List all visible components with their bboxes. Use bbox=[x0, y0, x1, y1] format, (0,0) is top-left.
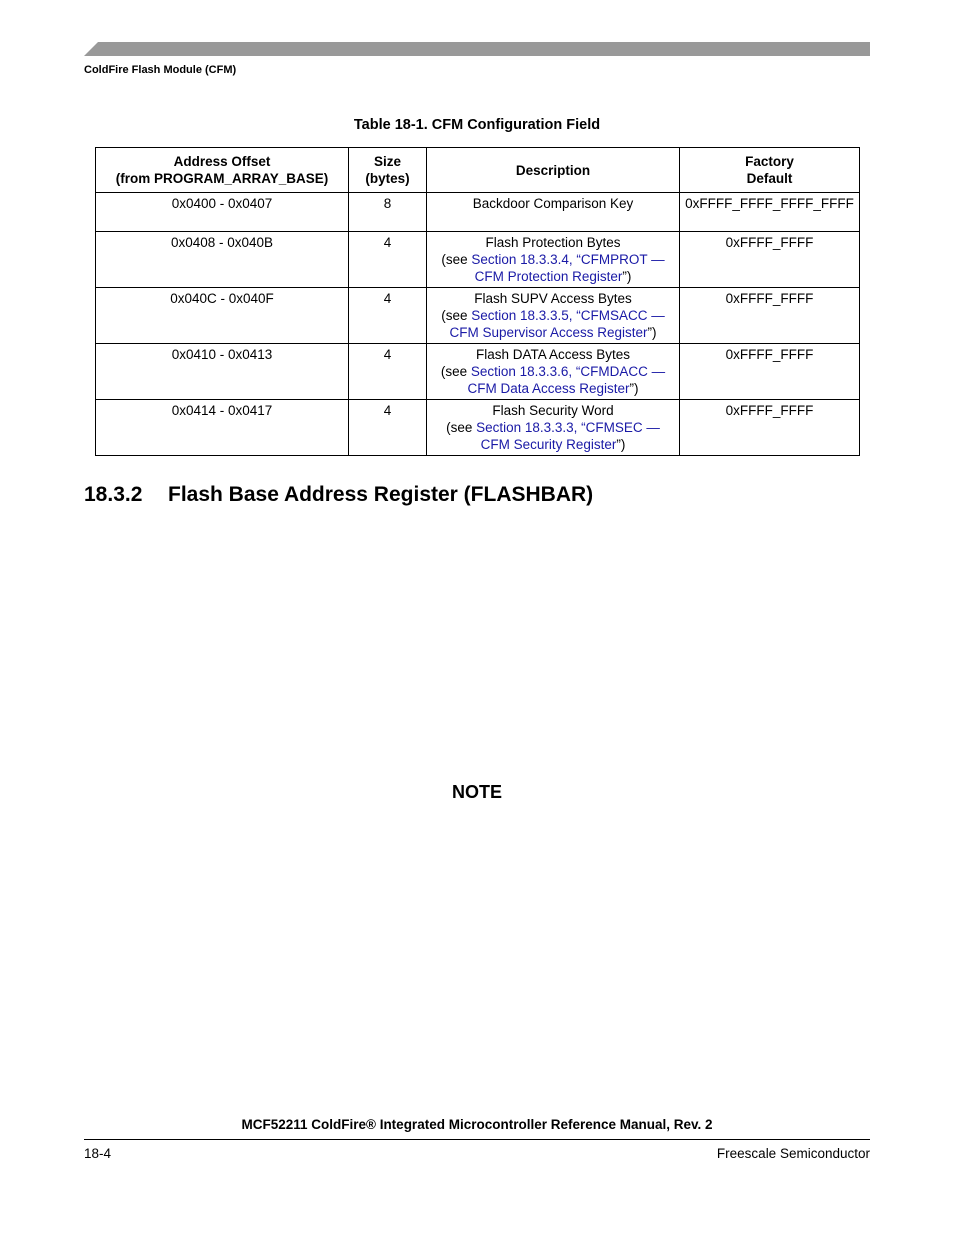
cfm-configuration-table bbox=[95, 147, 860, 456]
cell-size: 4 bbox=[349, 400, 427, 456]
table-header-row bbox=[96, 148, 860, 193]
section-link-cfmsacc[interactable]: Section 18.3.3.5, “CFMSACC — CFM Supervisor Access Register bbox=[449, 308, 665, 340]
cell-offset: 0x0410 - 0x0413 bbox=[96, 344, 349, 400]
section-link-cfmsec[interactable]: Section 18.3.3.3, “CFMSEC — CFM Security Register bbox=[476, 420, 660, 452]
cell-size: 8 bbox=[349, 193, 427, 232]
cell-offset: 0x0408 - 0x040B bbox=[96, 232, 349, 288]
table-row bbox=[96, 400, 860, 456]
header-description: Description bbox=[427, 148, 680, 193]
footer-rule bbox=[84, 1139, 870, 1140]
cell-description: Flash Security Word (see Section 18.3.3.3, “CFMSEC — CFM Security Register”) bbox=[427, 400, 680, 456]
cell-size: 4 bbox=[349, 232, 427, 288]
header-size: Size (bytes) bbox=[349, 148, 427, 193]
footer-company: Freescale Semiconductor bbox=[716, 1146, 870, 1161]
table-row bbox=[96, 232, 860, 288]
section-link-cfmprot[interactable]: Section 18.3.3.4, “CFMPROT — CFM Protection Register bbox=[471, 252, 665, 284]
table-row bbox=[96, 288, 860, 344]
cell-default: 0xFFFF_FFFF bbox=[680, 288, 860, 344]
cell-default: 0xFFFF_FFFF bbox=[680, 400, 860, 456]
table-row bbox=[96, 344, 860, 400]
header-factory-default: Factory Default bbox=[680, 148, 860, 193]
page-number: 18-4 bbox=[84, 1146, 112, 1161]
section-heading bbox=[84, 483, 593, 507]
cell-size: 4 bbox=[349, 344, 427, 400]
cell-description: Flash SUPV Access Bytes (see Section 18.3.3.5, “CFMSACC — CFM Supervisor Access Register”) bbox=[427, 288, 680, 344]
footer-title: MCF52211 ColdFire® Integrated Microcontroller Reference Manual, Rev. 2 bbox=[241, 1117, 713, 1132]
table-caption: Table 18-1. CFM Configuration Field bbox=[353, 117, 601, 133]
running-head: ColdFire Flash Module (CFM) bbox=[84, 64, 237, 76]
section-number: 18.3.2 bbox=[84, 483, 143, 506]
cell-description: Flash DATA Access Bytes (see Section 18.3.3.6, “CFMDACC — CFM Data Access Register”) bbox=[427, 344, 680, 400]
cell-offset: 0x0400 - 0x0407 bbox=[96, 193, 349, 232]
section-title: Flash Base Address Register (FLASHBAR) bbox=[168, 483, 594, 506]
note-title: NOTE bbox=[451, 782, 502, 802]
section-link-cfmdacc[interactable]: Section 18.3.3.6, “CFMDACC — CFM Data Access Register bbox=[467, 364, 666, 396]
cell-size: 4 bbox=[349, 288, 427, 344]
cell-description: Flash Protection Bytes (see Section 18.3.3.4, “CFMPROT — CFM Protection Register”) bbox=[427, 232, 680, 288]
header-address-offset: Address Offset (from PROGRAM_ARRAY_BASE) bbox=[96, 148, 349, 193]
cell-default: 0xFFFF_FFFF bbox=[680, 232, 860, 288]
cell-offset: 0x0414 - 0x0417 bbox=[96, 400, 349, 456]
table-row bbox=[96, 193, 860, 232]
cell-default: 0xFFFF_FFFF_FFFF_FFFF bbox=[680, 193, 860, 232]
cell-description: Backdoor Comparison Key bbox=[427, 193, 680, 232]
cell-offset: 0x040C - 0x040F bbox=[96, 288, 349, 344]
header-bar bbox=[84, 42, 870, 56]
cell-default: 0xFFFF_FFFF bbox=[680, 344, 860, 400]
